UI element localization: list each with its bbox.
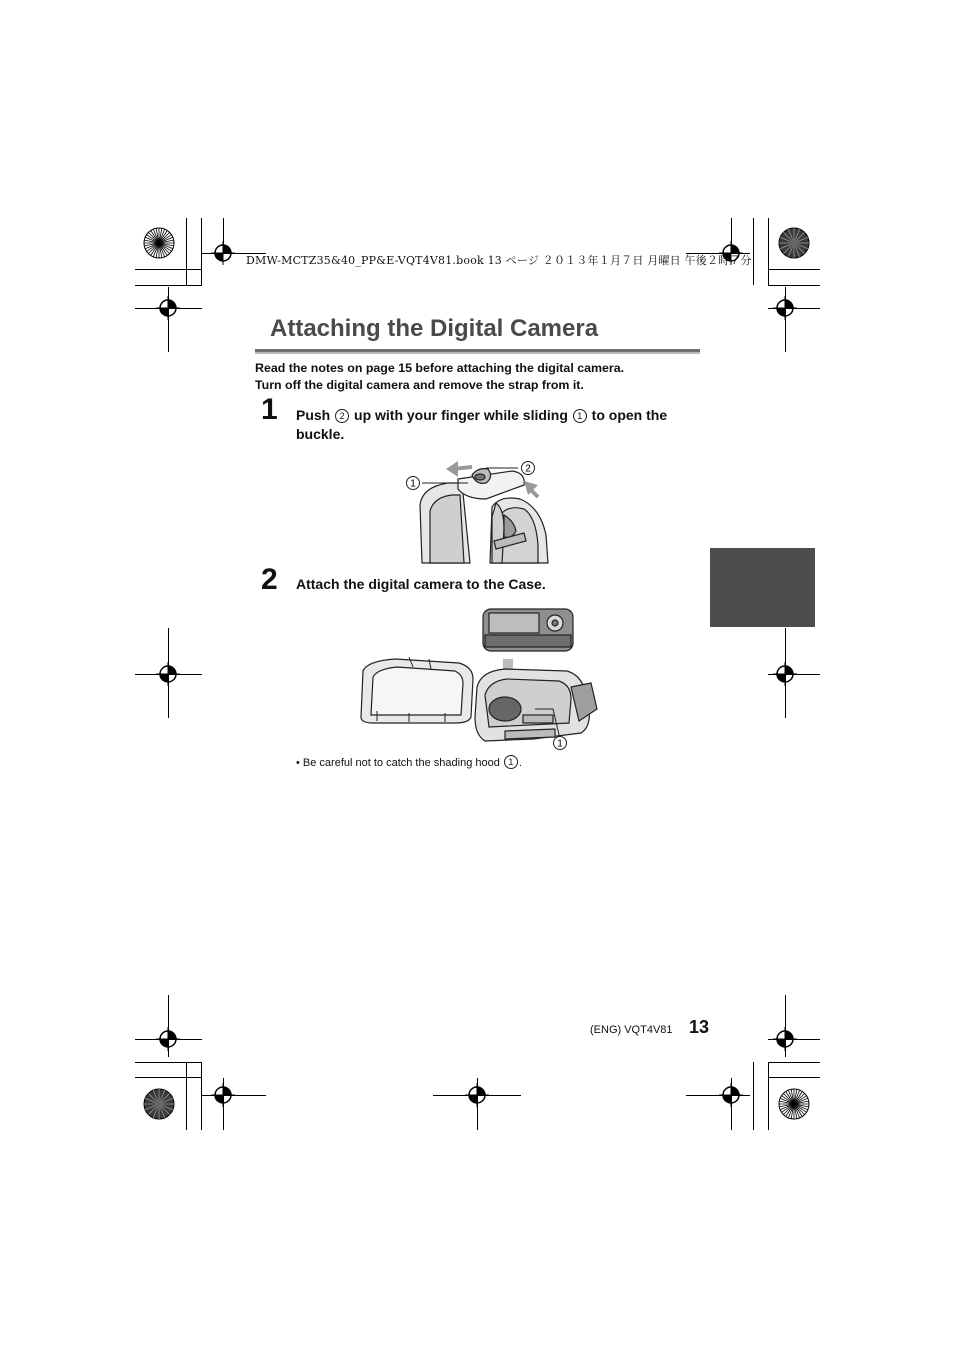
caution-note: • Be careful not to catch the shading hood 1 .	[296, 757, 522, 769]
step-2-number: 2	[261, 563, 278, 596]
callout-1-marker: 1	[504, 755, 518, 769]
file-header: DMW-MCTZ35&40_PP&E-VQT4V81.book 13 ページ ２０１３年１月７日 月曜日 午後２時７分	[246, 254, 752, 267]
callout-1-label: 1	[557, 738, 563, 750]
figure-insert-camera	[355, 605, 605, 755]
intro-line-2: Turn off the digital camera and remove the strap from it.	[255, 378, 584, 392]
bullet: •	[296, 757, 300, 769]
callout-1-marker: 1	[573, 409, 587, 423]
footer-code: (ENG) VQT4V81	[590, 1024, 673, 1036]
page-title: Attaching the Digital Camera	[270, 315, 599, 342]
step-1-text: Push 2 up with your finger while sliding 1 to open the buckle.	[296, 407, 668, 442]
callout-2-label: 2	[525, 463, 531, 475]
title-underline	[255, 349, 700, 354]
step-2-text: Attach the digital camera to the Case.	[296, 576, 546, 592]
figure-open-buckle	[400, 455, 560, 565]
intro-line-1: Read the notes on page 15 before attaching the digital camera.	[255, 361, 625, 375]
callout-2-marker: 2	[335, 409, 349, 423]
callout-1-label: 1	[410, 478, 416, 490]
page-number: 13	[689, 1017, 710, 1037]
step-1-number: 1	[261, 393, 278, 426]
section-tab	[710, 548, 815, 627]
